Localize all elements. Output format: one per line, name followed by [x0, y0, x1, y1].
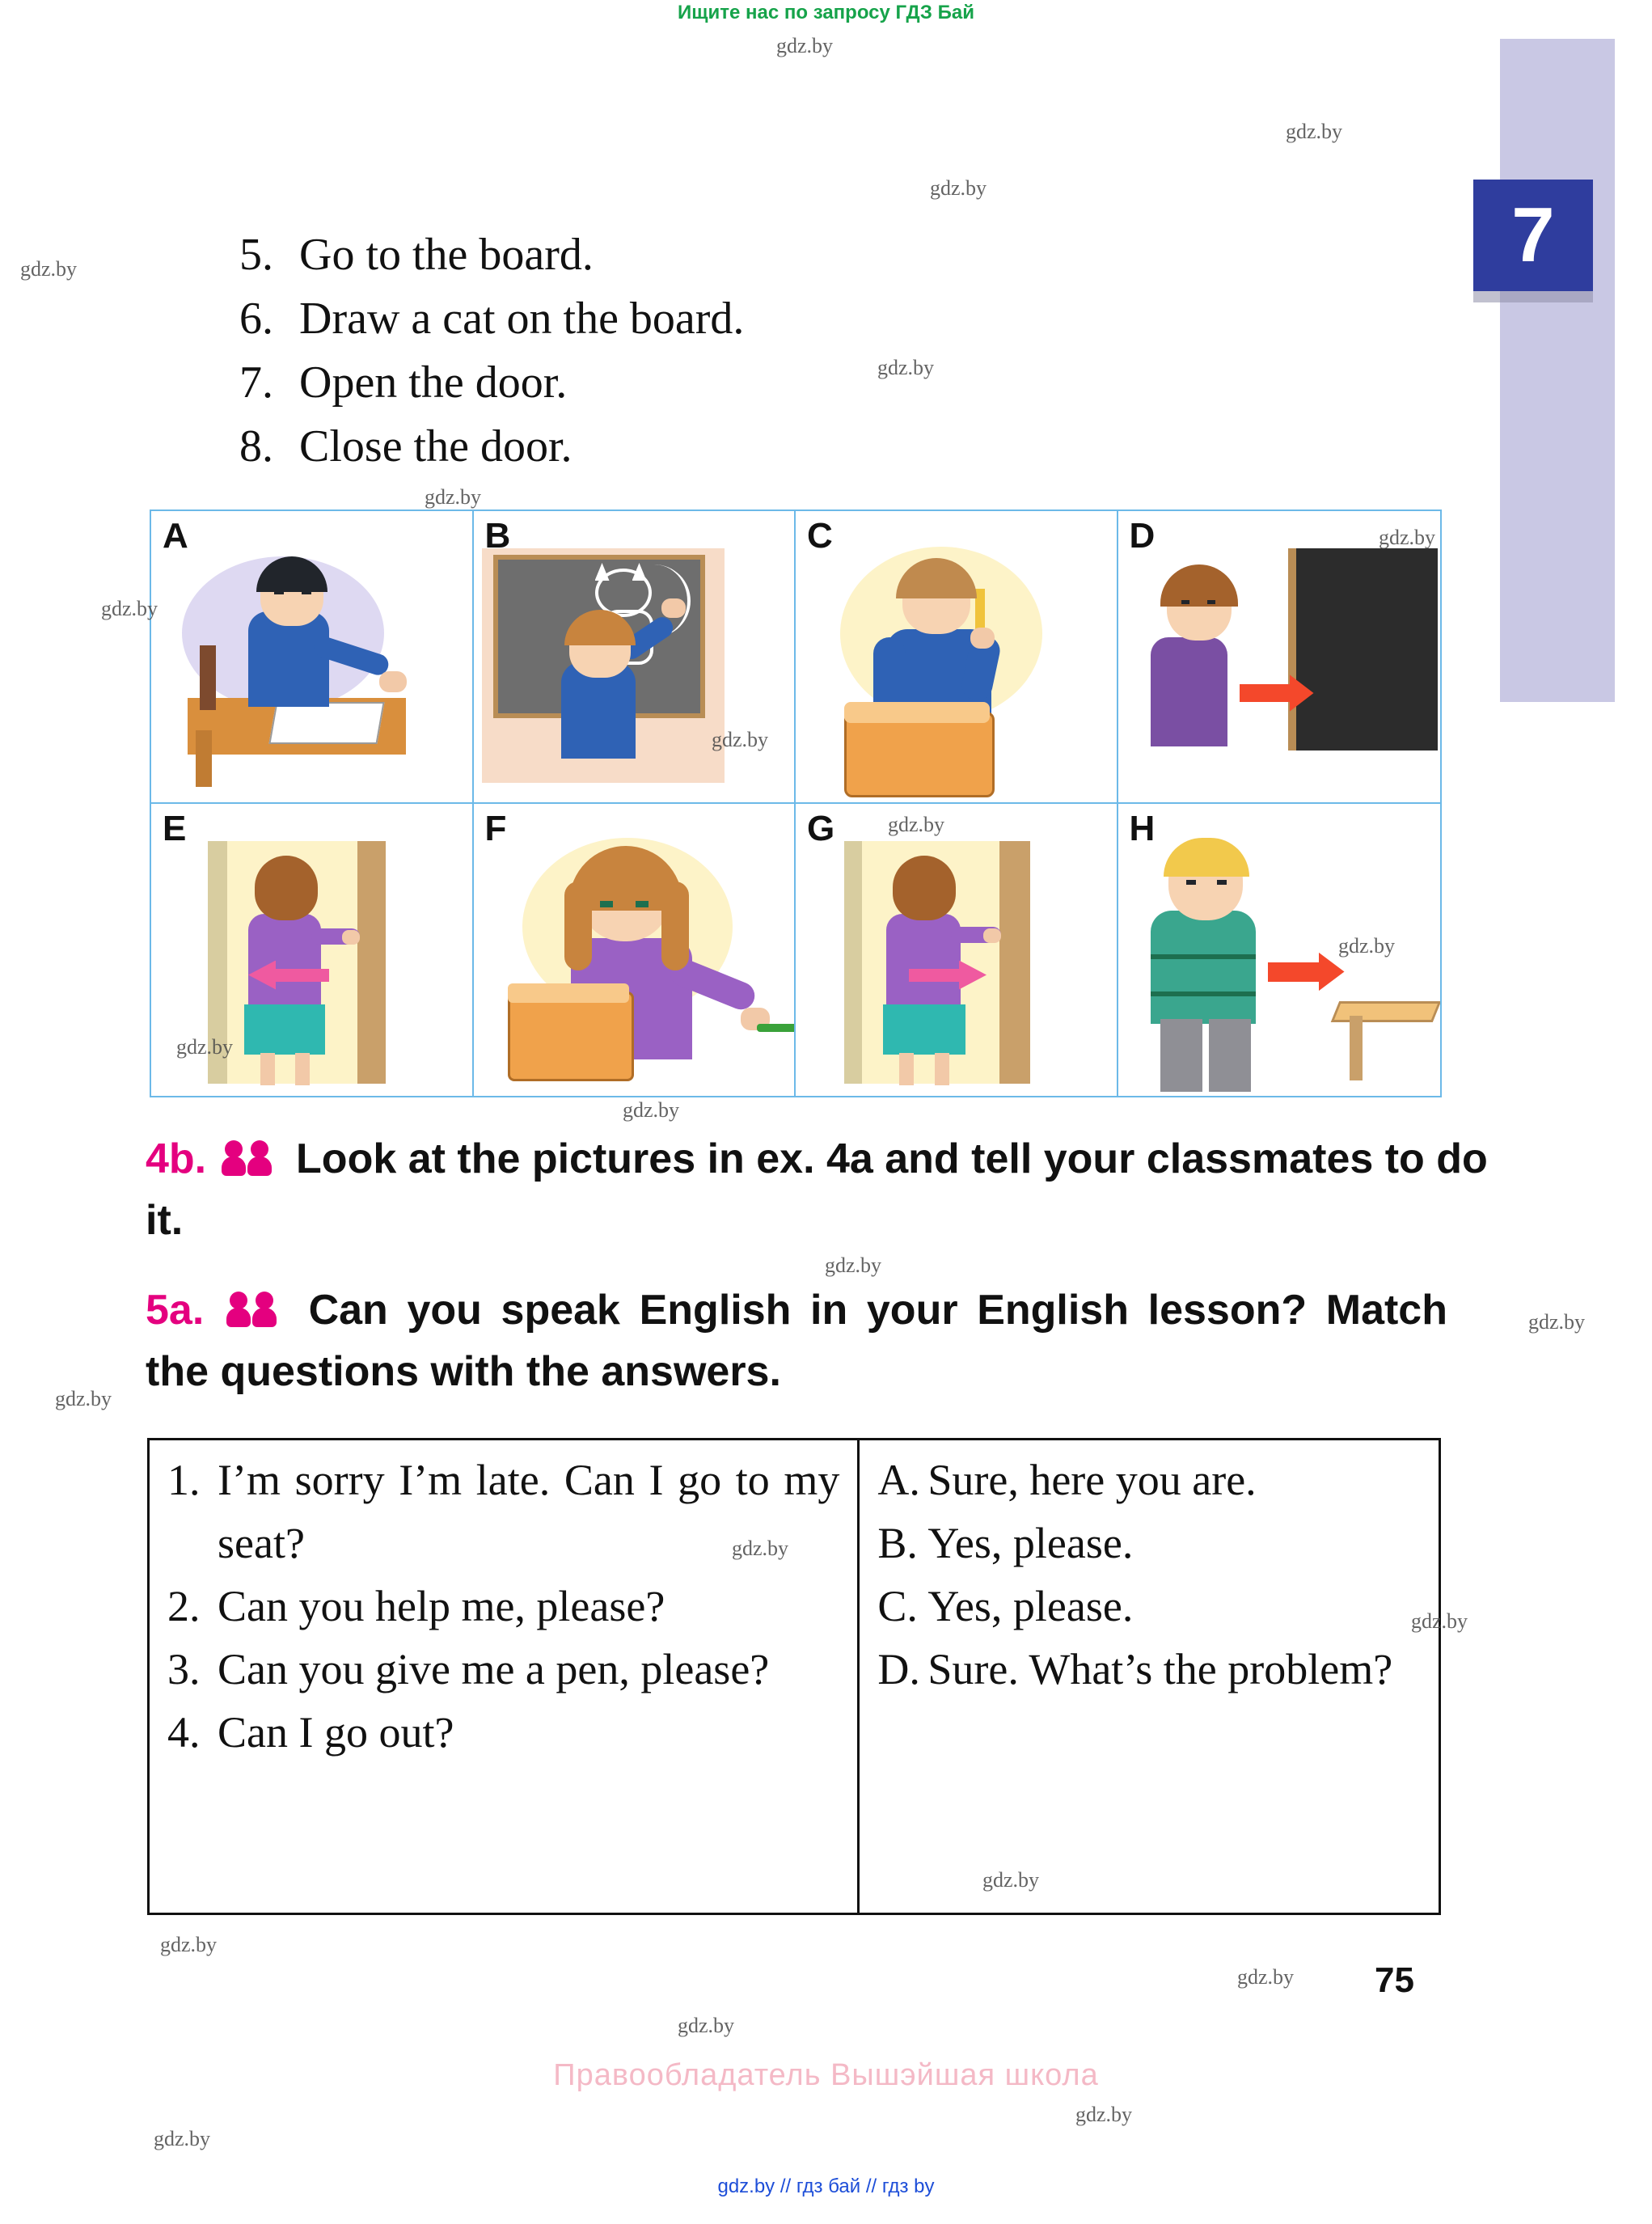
match-table [147, 1438, 1441, 1915]
pair-work-icon [228, 1292, 281, 1329]
exercise-5a-text: Can you speak English in your English lesson? Match the questions with the answers. [146, 1287, 1447, 1395]
match-answers-column [860, 1440, 1439, 1913]
picture-cell-h [1118, 804, 1441, 1097]
answer-text: Sure, here you are. [927, 1456, 1257, 1504]
sentence-number: 7. [239, 357, 273, 408]
watermark-tile: gdz.by [1237, 1965, 1295, 1989]
question-number: 2. [167, 1582, 201, 1630]
chapter-tab-strip [1500, 39, 1615, 702]
question-text: I’m sorry I’m late. Can I go to my seat? [218, 1456, 840, 1567]
illustration-draw-cat [474, 540, 795, 799]
question-text: Can you help me, please? [218, 1582, 665, 1630]
match-answer-row [877, 1448, 1421, 1512]
picture-letter: D [1129, 516, 1156, 556]
illustration-take-pen [474, 833, 795, 1093]
watermark-tile: gdz.by [678, 2014, 735, 2037]
watermark-tile: gdz.by [1528, 1310, 1586, 1334]
watermark-tile: gdz.by [160, 1933, 218, 1956]
sentence-item [239, 351, 1048, 415]
watermark-tile: gdz.by [888, 813, 945, 836]
match-question-row [167, 1448, 839, 1575]
watermark-tile: gdz.by [623, 1098, 680, 1122]
sentence-item [239, 223, 1048, 287]
watermark-tile: gdz.by [1286, 120, 1343, 143]
sentence-item [239, 415, 1048, 479]
sentence-list [239, 223, 1048, 479]
watermark-tile: gdz.by [877, 356, 935, 379]
watermark-tile: gdz.by [1379, 526, 1436, 549]
match-questions-column [150, 1440, 860, 1913]
watermark-footer-links: gdz.by // гдз бай // гдз by [717, 2175, 935, 2197]
picture-cell-e [151, 804, 474, 1097]
sentence-number: 6. [239, 294, 273, 344]
sentence-text: Go to the board. [299, 230, 594, 280]
watermark-tile: gdz.by [1411, 1609, 1468, 1633]
answer-letter: C. [877, 1582, 918, 1630]
sentence-text: Open the door. [299, 357, 568, 408]
picture-letter: G [807, 808, 835, 848]
chapter-tab-shadow [1473, 291, 1593, 302]
picture-cell-g [796, 804, 1118, 1097]
match-question-row [167, 1575, 839, 1638]
picture-letter: H [1129, 808, 1156, 848]
exercise-4b [146, 1128, 1488, 1251]
question-number: 1. [167, 1456, 201, 1504]
picture-letter: E [163, 808, 187, 848]
picture-cell-c [796, 511, 1118, 804]
chapter-number: 7 [1511, 192, 1555, 278]
sentence-number: 5. [239, 230, 273, 280]
watermark-tile: gdz.by [176, 1035, 234, 1059]
illustration-go-to-board [1118, 540, 1441, 799]
exercise-5a-label: 5a. [146, 1287, 205, 1334]
picture-cell-f [474, 804, 796, 1097]
watermark-tile: gdz.by [20, 257, 78, 281]
exercise-5a [146, 1279, 1447, 1402]
illustration-go-to-seat [1118, 833, 1441, 1093]
picture-cell-b [474, 511, 796, 804]
match-answer-row [877, 1638, 1421, 1701]
watermark-tile: gdz.by [732, 1537, 789, 1560]
pair-work-icon [223, 1140, 277, 1178]
watermark-tile: gdz.by [825, 1254, 882, 1277]
answer-text: Yes, please. [927, 1519, 1134, 1567]
sentence-text: Draw a cat on the board. [299, 294, 745, 344]
watermark-publisher: Правообладатель Вышэйшая школа [553, 2058, 1099, 2092]
watermark-tile: gdz.by [101, 597, 158, 620]
watermark-tile: gdz.by [712, 728, 769, 751]
watermark-tile: gdz.by [55, 1387, 112, 1410]
exercise-4b-text: Look at the pictures in ex. 4a and tell your classmates to do it. [146, 1135, 1488, 1244]
watermark-top-banner: Ищите нас по запросу ГДЗ Бай [678, 2, 974, 23]
watermark-tile: gdz.by [776, 34, 834, 57]
illustration-open-door [796, 833, 1117, 1093]
question-text: Can you give me a pen, please? [218, 1645, 770, 1693]
match-question-row [167, 1701, 839, 1764]
sentence-number: 8. [239, 421, 273, 471]
match-answer-row [877, 1512, 1421, 1575]
question-number: 4. [167, 1708, 201, 1757]
watermark-tile: gdz.by [1338, 934, 1396, 958]
picture-letter: C [807, 516, 833, 556]
page-number: 75 [1375, 1960, 1414, 2000]
match-answer-row [877, 1575, 1421, 1638]
watermark-tile: gdz.by [1075, 2103, 1133, 2126]
watermark-tile: gdz.by [425, 485, 482, 509]
illustration-close-door [151, 833, 472, 1093]
answer-letter: A. [877, 1456, 920, 1504]
answer-text: Yes, please. [927, 1582, 1134, 1630]
answer-letter: B. [877, 1519, 918, 1567]
question-text: Can I go out? [218, 1708, 454, 1757]
illustration-writing-boy [151, 540, 472, 799]
picture-cell-a [151, 511, 474, 804]
chapter-tab-number-box [1473, 180, 1593, 291]
watermark-tile: gdz.by [982, 1868, 1040, 1892]
picture-letter: A [163, 516, 188, 556]
answer-text: Sure. What’s the problem? [927, 1645, 1393, 1693]
sentence-item [239, 287, 1048, 351]
watermark-tile: gdz.by [154, 2127, 211, 2150]
picture-grid [150, 509, 1442, 1097]
question-number: 3. [167, 1645, 201, 1693]
watermark-tile: gdz.by [930, 176, 987, 200]
match-question-row [167, 1638, 839, 1701]
exercise-4b-label: 4b. [146, 1135, 207, 1182]
picture-cell-d [1118, 511, 1441, 804]
picture-letter: F [484, 808, 507, 848]
illustration-give-pen [796, 540, 1117, 799]
picture-letter: B [484, 516, 511, 556]
sentence-text: Close the door. [299, 421, 572, 471]
answer-letter: D. [877, 1645, 920, 1693]
